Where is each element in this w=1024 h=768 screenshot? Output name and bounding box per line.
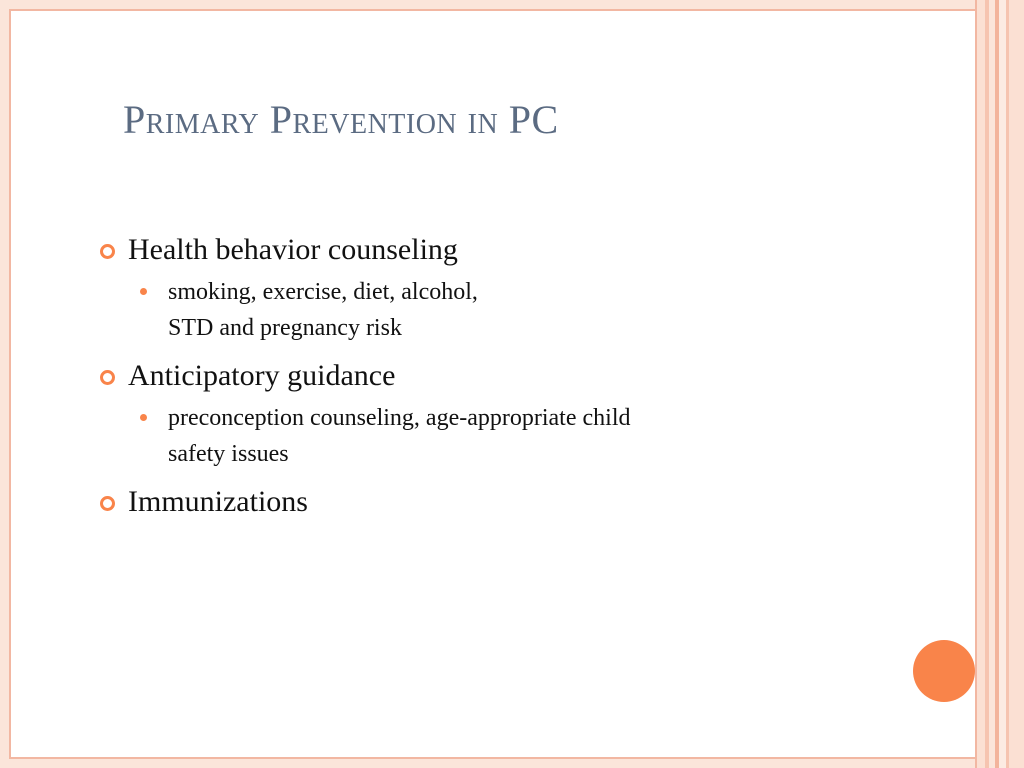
- decorative-stripe: [1009, 0, 1024, 768]
- ring-bullet-icon: [100, 370, 115, 385]
- decorative-circle: [913, 640, 975, 702]
- sub-bullet-item: [98, 274, 858, 346]
- frame-top-border: [0, 0, 1024, 9]
- bullet-item: [98, 230, 858, 270]
- bullet-text: Anticipatory guidance: [128, 359, 396, 392]
- bullet-text: Immunizations: [128, 485, 308, 518]
- sub-bullet-line: STD and pregnancy risk: [168, 315, 402, 341]
- bullet-item: [98, 482, 858, 522]
- slide-title: Primary Prevention in PC: [123, 97, 559, 142]
- sub-bullet-line: preconception counseling, age-appropriate child: [168, 405, 631, 431]
- frame-bottom-line: [9, 757, 975, 759]
- sub-bullet-line: safety issues: [168, 441, 289, 467]
- ring-bullet-icon: [100, 244, 115, 259]
- frame-top-line: [9, 9, 975, 11]
- frame-left-line: [9, 0, 11, 768]
- sub-bullet-line: smoking, exercise, diet, alcohol,: [168, 279, 478, 305]
- decorative-stripe: [999, 0, 1006, 768]
- bullet-item: [98, 356, 858, 396]
- ring-bullet-icon: [100, 496, 115, 511]
- decorative-stripe: [977, 0, 985, 768]
- bullet-text: Health behavior counseling: [128, 233, 458, 266]
- frame-bottom-border: [0, 759, 1024, 768]
- dot-bullet-icon: [140, 414, 147, 421]
- frame-left-border: [0, 0, 9, 768]
- bullet-list: [98, 230, 858, 522]
- dot-bullet-icon: [140, 288, 147, 295]
- sub-bullet-item: [98, 400, 858, 472]
